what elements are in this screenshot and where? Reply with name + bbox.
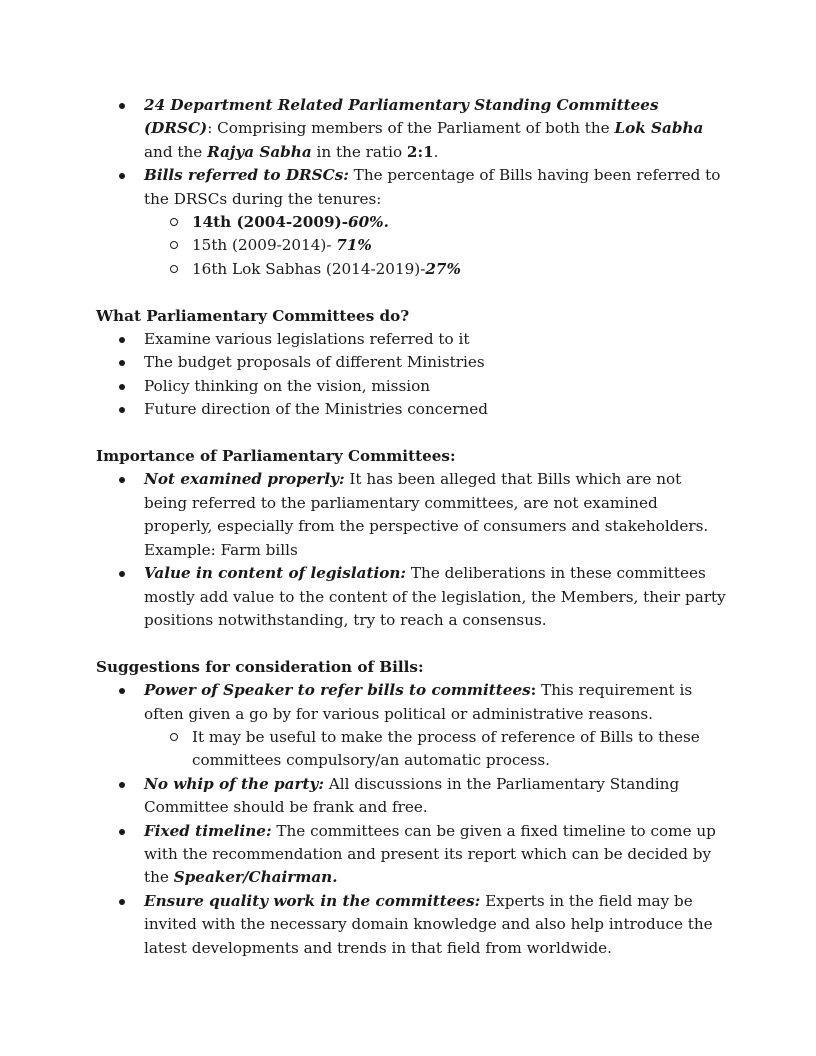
- drsc-lead: 24 Department Related Parliamentary Standing Committees (DRSC): [144, 96, 659, 138]
- sub-list: [144, 726, 726, 773]
- spacer: [96, 632, 726, 655]
- what-list: [96, 328, 726, 422]
- item-text: The committees can be given a fixed timeline to come up with the recommendation and present its report which can be decided by the: [144, 821, 716, 887]
- sub-list-item: It may be useful to make the process of reference of Bills to these committees compulsory/an automatic process.: [192, 726, 726, 773]
- item-lead: Power of Speaker to refer bills to committees: [144, 681, 531, 700]
- item-text: Experts in the field may be invited with the necessary domain knowledge and also help introduce the latest developments and trends in that field from worldwide.: [144, 891, 713, 957]
- suggestions-heading: Suggestions for consideration of Bills:: [96, 657, 424, 676]
- item-text: All discussions in the Parliamentary Standing Committee should be frank and free.: [144, 774, 680, 817]
- tenure-item-14th: [192, 211, 726, 234]
- item-colon: :: [530, 681, 537, 700]
- list-item: Examine various legislations referred to it: [144, 328, 726, 351]
- list-item-fixed-timeline: [144, 820, 726, 890]
- spacer: [96, 281, 726, 304]
- tenure-item-16th: [192, 258, 726, 281]
- rajya-sabha-term: Rajya Sabha: [207, 142, 312, 161]
- importance-heading: Importance of Parliamentary Committees:: [96, 447, 456, 466]
- drsc-text: : Comprising members of the Parliament of both the: [207, 119, 615, 138]
- tenure-label: 16th Lok Sabhas (2014-2019)-: [192, 259, 426, 278]
- tenure-label: 14th (2004-2009)-: [192, 213, 348, 232]
- bills-referred-lead: Bills referred to DRSCs:: [144, 166, 349, 185]
- drsc-text-b: and the: [144, 142, 208, 161]
- item-lead: No whip of the party:: [144, 774, 324, 793]
- list-item: Future direction of the Ministries concerned: [144, 398, 726, 421]
- list-item: [144, 562, 726, 632]
- drsc-text-c: in the ratio: [311, 142, 407, 161]
- tenure-item-15th: [192, 234, 726, 257]
- list-item-bills-referred: [144, 164, 726, 281]
- list-item-no-whip: [144, 773, 726, 820]
- tenure-label: 15th (2009-2014)-: [192, 236, 337, 255]
- what-heading: What Parliamentary Committees do?: [96, 306, 410, 325]
- importance-list: [96, 468, 726, 632]
- list-item-quality-work: [144, 890, 726, 960]
- speaker-chairman-term: Speaker/Chairman.: [173, 868, 338, 887]
- document-page: [96, 94, 726, 960]
- spacer: [96, 422, 726, 445]
- list-item-power-of-speaker: [144, 679, 726, 773]
- item-lead: Value in content of legislation:: [144, 564, 407, 583]
- lok-sabha-term: Lok Sabha: [614, 119, 704, 138]
- item-text: It has been alleged that Bills which are not being referred to the parliamentary committees, are not examined properly, especially from the perspective of consumers and stakeholders. Example: Farm bills: [144, 470, 709, 559]
- item-text: This requirement is often given a go by for various political or administrative reasons.: [144, 681, 693, 723]
- tenure-value: 27%: [425, 259, 461, 278]
- tenure-value: 60%.: [348, 213, 389, 232]
- item-lead: Ensure quality work in the committees:: [144, 891, 481, 910]
- list-item-drsc: [144, 94, 726, 164]
- item-lead: Not examined properly:: [144, 470, 345, 489]
- bills-referred-text: The percentage of Bills having been referred to the DRSCs during the tenures:: [144, 166, 721, 208]
- item-lead: Fixed timeline:: [144, 821, 272, 840]
- tenure-value: 71%: [336, 236, 372, 255]
- ratio-value: 2:1: [406, 142, 434, 161]
- drsc-list: [96, 94, 726, 281]
- list-item: The budget proposals of different Ministries: [144, 351, 726, 374]
- drsc-end: .: [433, 142, 439, 161]
- tenure-list: [144, 211, 726, 281]
- list-item: [144, 468, 726, 562]
- suggestions-list: [96, 679, 726, 960]
- item-text: The deliberations in these committees mostly add value to the content of the legislation, the Members, their party positions notwithstanding, try to reach a consensus.: [144, 564, 726, 629]
- list-item: Policy thinking on the vision, mission: [144, 375, 726, 398]
